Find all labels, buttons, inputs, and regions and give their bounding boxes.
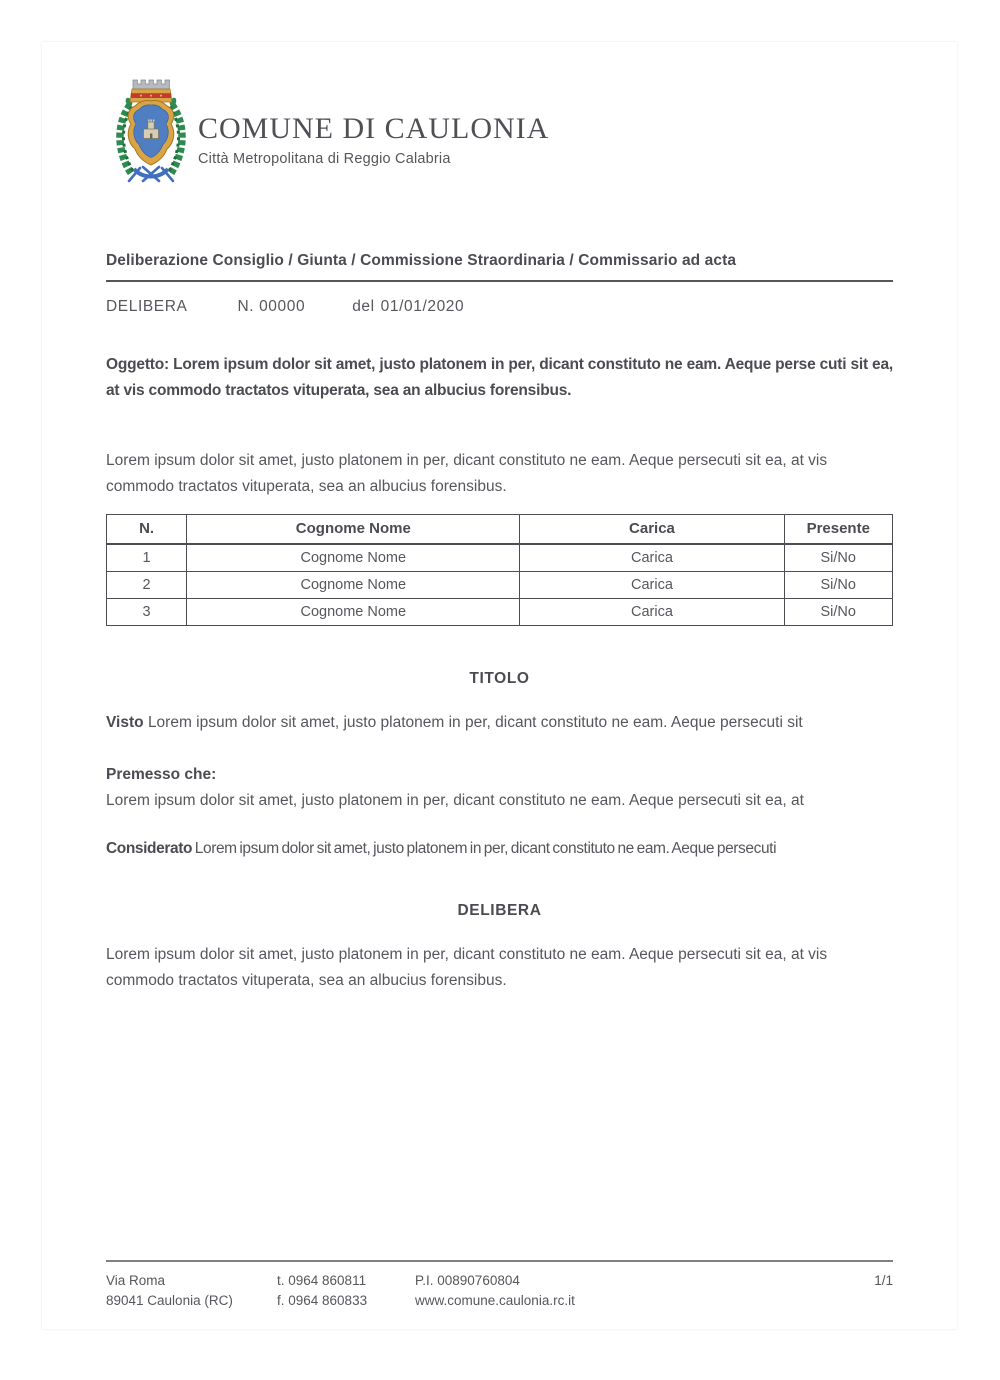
premesso-text: Lorem ipsum dolor sit amet, justo platonem in per, dicant constituto ne eam. Aeque persecuti sit ea, at — [106, 792, 804, 809]
delibera-heading: DELIBERA — [457, 902, 542, 919]
cell-number: 2 — [107, 572, 187, 599]
visto-label: Visto — [106, 714, 144, 731]
intro-paragraph: Lorem ipsum dolor sit amet, justo platonem in per, dicant constituto ne eam. Aeque persecuti sit ea, at vis commodo tractatos vituperata, sea an albucius forensibus. — [106, 452, 828, 495]
footer-vat: P.I. 00890760804 — [415, 1273, 520, 1288]
table-row — [107, 599, 893, 626]
page-footer — [106, 1260, 893, 1311]
date-prefix: del — [352, 298, 375, 315]
cell-role: Carica — [520, 599, 784, 626]
cell-present: Si/No — [784, 572, 892, 599]
premesso-label: Premesso che: — [106, 766, 217, 783]
cell-role: Carica — [520, 544, 784, 572]
table-row — [107, 544, 893, 572]
letterhead-text — [198, 78, 549, 167]
table-row — [107, 572, 893, 599]
footer-divider — [106, 1260, 893, 1262]
col-header-presente: Presente — [784, 515, 892, 545]
cell-number: 1 — [107, 544, 187, 572]
titolo-heading: TITOLO — [469, 670, 530, 687]
municipality-subtitle: Città Metropolitana di Reggio Calabria — [198, 151, 451, 167]
municipality-name: COMUNE DI CAULONIA — [198, 112, 550, 145]
visto-text: Lorem ipsum dolor sit amet, justo platonem in per, dicant constituto ne eam. Aeque persecuti sit — [147, 714, 803, 731]
page-sheet — [42, 42, 957, 1329]
closing-paragraph: Lorem ipsum dolor sit amet, justo platonem in per, dicant constituto ne eam. Aeque persecuti sit ea, at vis commodo tractatos vituperata, sea an albucius forensibus. — [106, 946, 828, 989]
considerato-text: Lorem ipsum dolor sit amet, justo platonem in per, dicant constituto ne eam. Aeque persecuti — [194, 840, 777, 857]
footer-website: www.comune.caulonia.rc.it — [415, 1293, 575, 1308]
visto-paragraph — [106, 710, 893, 736]
cell-name: Cognome Nome — [187, 572, 520, 599]
cell-present: Si/No — [784, 599, 892, 626]
delibera-label: DELIBERA — [106, 298, 188, 315]
subject-line: Oggetto: Lorem ipsum dolor sit amet, justo platonem in per, dicant constituto ne eam. Aeque perse cuti sit ea, at vis commodo tractatos vituperata, sea an albucius forensibus. — [106, 356, 893, 399]
table-header-row — [107, 515, 893, 545]
footer-address-line1: Via Roma — [106, 1273, 166, 1288]
delibera-number: N. 00000 — [237, 298, 306, 315]
letterhead — [114, 78, 893, 190]
footer-address — [106, 1271, 277, 1311]
considerato-label: Considerato — [106, 840, 193, 857]
col-header-carica: Carica — [520, 515, 784, 545]
cell-number: 3 — [107, 599, 187, 626]
municipal-coat-of-arms-icon — [114, 78, 188, 190]
cell-role: Carica — [520, 572, 784, 599]
col-header-n: N. — [107, 515, 187, 545]
page-number: 1/1 — [874, 1273, 893, 1288]
cell-present: Si/No — [784, 544, 892, 572]
premesso-block — [106, 762, 893, 814]
footer-phone-fax — [277, 1271, 415, 1311]
delibera-number-line — [106, 298, 893, 316]
considerato-paragraph — [106, 836, 893, 862]
col-header-cognome-nome: Cognome Nome — [187, 515, 520, 545]
footer-vat-website — [415, 1271, 833, 1311]
footer-phone: t. 0964 860811 — [277, 1273, 367, 1288]
attendance-table — [106, 514, 893, 626]
delibera-date: 01/01/2020 — [380, 298, 465, 315]
footer-address-line2: 89041 Caulonia (RC) — [106, 1293, 233, 1308]
heading-divider — [106, 280, 893, 282]
cell-name: Cognome Nome — [187, 599, 520, 626]
document-type-heading: Deliberazione Consiglio / Giunta / Commissione Straordinaria / Commissario ad acta — [106, 252, 737, 269]
cell-name: Cognome Nome — [187, 544, 520, 572]
footer-fax: f. 0964 860833 — [277, 1293, 368, 1308]
